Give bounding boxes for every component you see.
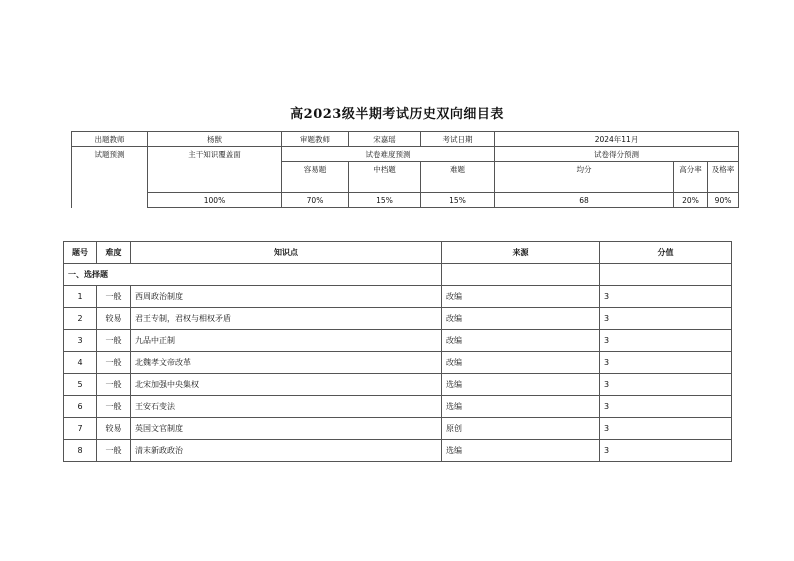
table-row [64,396,732,418]
header-score: 分值 [600,242,732,264]
question-topic: 北魏孝文帝改革 [131,352,442,374]
table-row [64,440,732,462]
section-label: 一、选择题 [64,264,442,286]
question-detail-table [63,241,732,462]
question-difficulty: 较易 [97,418,131,440]
table-row [64,330,732,352]
section-row [64,264,732,286]
question-score: 3 [600,440,732,462]
question-topic: 北宋加强中央集权 [131,374,442,396]
setter-label: 出题教师 [72,132,148,147]
setter-name: 杨獣 [148,132,282,147]
reviewer-label: 审题教师 [282,132,349,147]
question-source: 原创 [442,418,600,440]
question-source: 选编 [442,440,600,462]
table-row [64,374,732,396]
question-difficulty: 一般 [97,374,131,396]
question-difficulty: 一般 [97,352,131,374]
document-title: 高2023级半期考试历史双向细目表 [290,107,504,122]
question-score: 3 [600,308,732,330]
question-score: 3 [600,286,732,308]
question-difficulty: 较易 [97,308,131,330]
question-no: 2 [64,308,97,330]
question-source: 选编 [442,374,600,396]
header-no: 题号 [64,242,97,264]
header-difficulty: 难度 [97,242,131,264]
hard-label: 难题 [421,162,495,193]
forecast-label: 试题预测 [72,147,148,208]
easy-value: 70% [282,193,349,208]
hard-value: 15% [421,193,495,208]
question-score: 3 [600,330,732,352]
question-no: 8 [64,440,97,462]
medium-value: 15% [349,193,421,208]
pass-label: 及格率 [708,162,739,193]
question-source: 选编 [442,396,600,418]
high-value: 20% [674,193,708,208]
question-score: 3 [600,374,732,396]
header-topic: 知识点 [131,242,442,264]
question-topic: 九品中正制 [131,330,442,352]
table-row [64,418,732,440]
question-source: 改编 [442,330,600,352]
reviewer-name: 宋嘉瑶 [349,132,421,147]
table-row [64,286,732,308]
coverage-value: 100% [148,193,282,208]
question-difficulty: 一般 [97,330,131,352]
question-difficulty: 一般 [97,286,131,308]
header-source: 来源 [442,242,600,264]
score-label: 试卷得分预测 [495,147,739,162]
question-topic: 清末新政政治 [131,440,442,462]
table-header-row [64,242,732,264]
question-source: 改编 [442,352,600,374]
table-row [64,352,732,374]
question-no: 7 [64,418,97,440]
question-topic: 君王专制，君权与相权矛盾 [131,308,442,330]
easy-label: 容易题 [282,162,349,193]
medium-label: 中档题 [349,162,421,193]
question-topic: 英国文官制度 [131,418,442,440]
pass-value: 90% [708,193,739,208]
exam-info-table [71,131,739,208]
table-row [64,308,732,330]
question-no: 6 [64,396,97,418]
question-difficulty: 一般 [97,396,131,418]
question-source: 改编 [442,308,600,330]
difficulty-label: 试卷难度预测 [282,147,495,162]
high-label: 高分率 [674,162,708,193]
avg-label: 均分 [495,162,674,193]
question-no: 4 [64,352,97,374]
question-no: 1 [64,286,97,308]
question-difficulty: 一般 [97,440,131,462]
date-value: 2024年11月 [495,132,739,147]
question-score: 3 [600,418,732,440]
question-no: 3 [64,330,97,352]
question-source: 改编 [442,286,600,308]
coverage-label: 主干知识覆盖面 [148,147,282,193]
question-topic: 西周政治制度 [131,286,442,308]
date-label: 考试日期 [421,132,495,147]
question-score: 3 [600,396,732,418]
avg-value: 68 [495,193,674,208]
question-score: 3 [600,352,732,374]
question-topic: 王安石变法 [131,396,442,418]
question-no: 5 [64,374,97,396]
